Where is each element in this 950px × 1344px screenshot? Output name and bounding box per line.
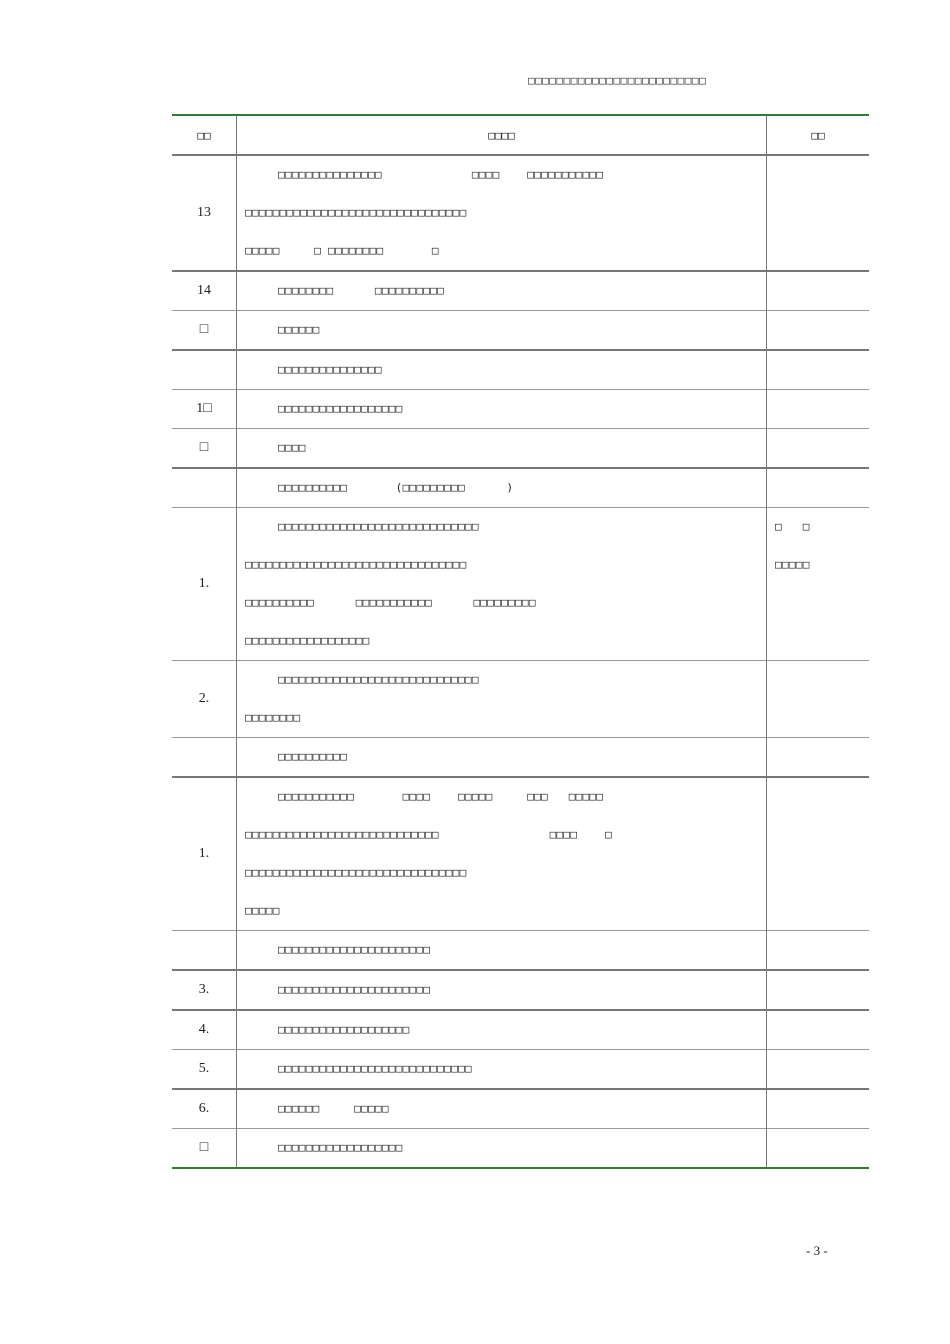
row-seq: 6. [172,1089,237,1129]
row-content [237,931,767,971]
page-number: - 3 - [806,1243,828,1258]
row-note [767,1010,870,1050]
content-line: □□□□□□□□□□ [278,750,348,763]
row-seq [172,468,237,508]
table-row [172,271,869,311]
content-line: □□□□□□□□□□□ □□□□ □□□□□ □□□ □□□□□ [278,790,604,803]
row-seq: 4. [172,1010,237,1050]
content-line: □□□□□□□□□□□□□□□□□□□□□□□□□□□□ [278,1062,472,1075]
content-line: □□□□□□□□□□□□□□□□□□ [245,634,370,647]
row-note [767,738,870,778]
row-seq: 1. [172,777,237,931]
table-row [172,1129,869,1169]
content-line: □□□□□□□□□□□□□□□□□□□□□□ [278,943,431,956]
row-content [237,661,767,738]
content-line: □□□□□□□□□□□□□□□ □□□□ □□□□□□□□□□□ [278,168,604,181]
content-line: □□□□□□□□□□□□□□□□□□□□□□□□□□□□□□□□ [245,206,467,219]
row-note [767,508,870,661]
table-row [172,738,869,778]
row-seq [172,350,237,390]
row-note [767,931,870,971]
table-row [172,390,869,429]
table-header-row [172,115,869,155]
row-seq: □ [172,311,237,351]
row-content [237,155,767,271]
content-line: □□□□□□□□□□□□□□□□□□ [278,402,403,415]
table-row [172,661,869,738]
row-note [767,350,870,390]
row-seq: 14 [172,271,237,311]
row-content [237,429,767,469]
content-line: □□□□□ [245,904,280,917]
row-note [767,661,870,738]
content-line: □□□□□□□□□□ □□□□□□□□□□□ □□□□□□□□□ [245,596,536,609]
content-line: □□□□□□ [278,323,320,336]
table-row [172,468,869,508]
content-line: □□□□□□□□□□□□□□□□□□□□□□□□□□□□□□□□ [245,866,467,879]
row-content [237,777,767,931]
table-row [172,350,869,390]
content-line: □□□□□□□□□□□□□□□ [278,363,382,376]
content-line: □□□□□□□□□□□□□□□□□□□□□□□□□□□□□□□□ [245,558,467,571]
row-note [767,468,870,508]
content-table [172,114,869,1169]
content-line: □□□□□□ □□□□□ [278,1102,389,1115]
content-line: □□□□□ □ □□□□□□□□ □ [245,244,439,257]
content-line: □□□□□□□□□□□□□□□□□□□□□□□□□□□□ □□□□ □ [245,828,612,841]
row-content [237,271,767,311]
row-content [237,1010,767,1050]
row-content [237,1089,767,1129]
row-seq: 5. [172,1050,237,1090]
table-row [172,508,869,661]
row-content [237,350,767,390]
row-content [237,468,767,508]
row-note [767,1050,870,1090]
row-seq: 1□ [172,390,237,429]
row-note [767,970,870,1010]
row-content [237,738,767,778]
row-content [237,390,767,429]
page-header: □□□□□□□□□□□□□□□□□□□□□□□□□ [528,74,707,87]
row-content [237,1129,767,1169]
note-line: □ □ [775,520,810,533]
row-note [767,390,870,429]
content-line: □□□□□□□□□□□□□□□□□□□□□□□□□□□□□ [278,673,479,686]
row-content [237,311,767,351]
table-row [172,1089,869,1129]
row-seq [172,931,237,971]
row-seq: 13 [172,155,237,271]
row-note [767,311,870,351]
note-line: □□□□□ [775,558,810,571]
content-line: □□□□□□□□□□□□□□□□□□□ [278,1023,410,1036]
column-header-note: □□ [767,115,870,155]
table-row [172,155,869,271]
row-seq: 3. [172,970,237,1010]
row-seq: □ [172,1129,237,1169]
table-row [172,777,869,931]
row-note [767,1089,870,1129]
row-note [767,429,870,469]
table-row [172,970,869,1010]
content-line: □□□□□□□□□□ (□□□□□□□□□ ) [278,481,514,494]
row-seq: □ [172,429,237,469]
row-content [237,970,767,1010]
table-row [172,429,869,469]
table-row [172,1010,869,1050]
row-seq: 1. [172,508,237,661]
column-header-content: □□□□ [237,115,767,155]
row-content [237,1050,767,1090]
row-note [767,155,870,271]
row-note [767,1129,870,1169]
table-row [172,1050,869,1090]
content-line: □□□□□□□□ [245,711,301,724]
row-seq: 2. [172,661,237,738]
row-note [767,777,870,931]
content-line: □□□□□□□□ □□□□□□□□□□ [278,284,445,297]
content-line: □□□□ [278,441,306,454]
table-row [172,311,869,351]
content-line: □□□□□□□□□□□□□□□□□□□□□□ [278,983,431,996]
row-seq [172,738,237,778]
content-line: □□□□□□□□□□□□□□□□□□ [278,1141,403,1154]
row-note [767,271,870,311]
column-header-seq: □□ [172,115,237,155]
table-body [172,155,869,1168]
table-row [172,931,869,971]
content-line: □□□□□□□□□□□□□□□□□□□□□□□□□□□□□ [278,520,479,533]
row-content [237,508,767,661]
